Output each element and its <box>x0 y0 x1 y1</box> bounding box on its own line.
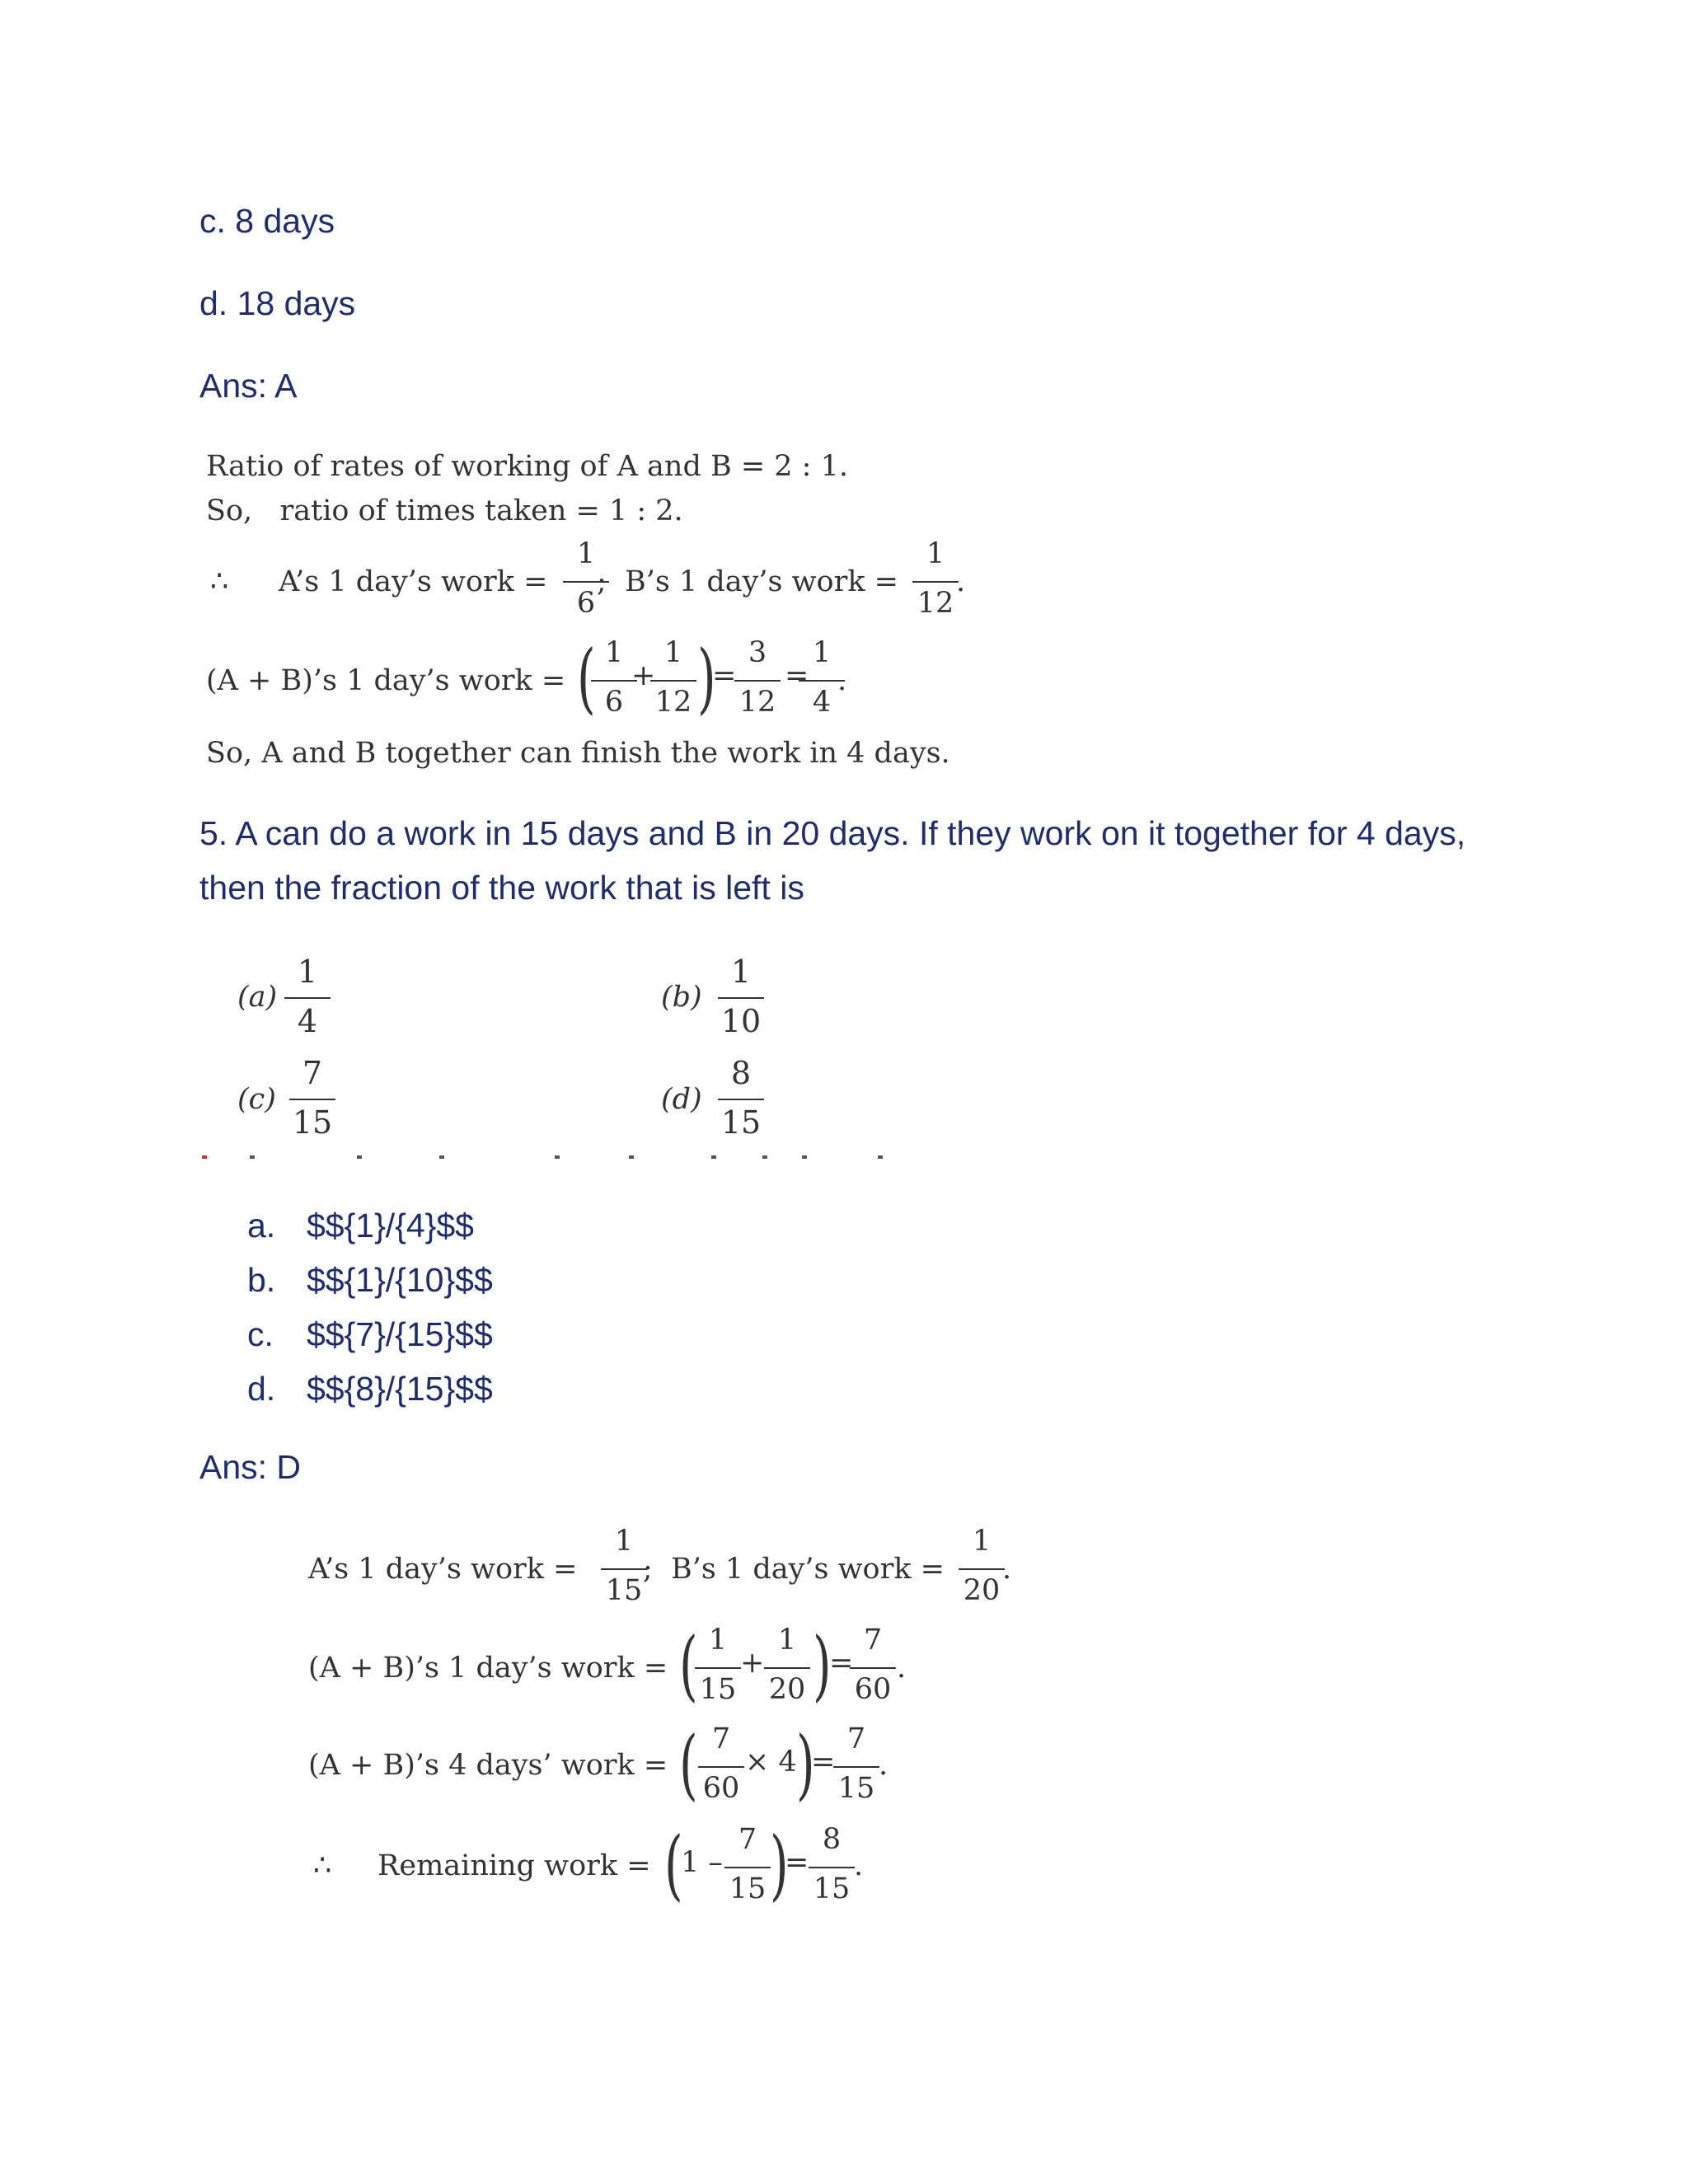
plus-sign: + <box>740 1647 765 1680</box>
period: . <box>879 1749 889 1782</box>
option-label: (d) <box>661 1083 702 1116</box>
therefore-symbol: ∴ <box>210 565 229 598</box>
fraction: 7 15 <box>828 1722 885 1815</box>
fraction: 8 15 <box>803 1823 860 1915</box>
fraction: 1 10 <box>712 954 770 1046</box>
a-work-label: A’s 1 day’s work = <box>308 1553 578 1586</box>
fraction: 7 60 <box>692 1722 750 1815</box>
cropped-text-fragments <box>202 1155 894 1164</box>
solution-line: Ratio of rates of working of A and B = 2 : 1. <box>206 450 848 483</box>
equals-sign: = <box>829 1647 854 1680</box>
times-four: × 4 <box>745 1746 797 1779</box>
equals-sign: = <box>811 1746 836 1779</box>
b-work-label: B’s 1 day’s work = <box>671 1553 945 1586</box>
list-item: d. $${8}/{15}$$ <box>247 1370 493 1408</box>
ab-work-label: (A + B)’s 1 day’s work = <box>308 1652 668 1685</box>
period: . <box>956 565 966 598</box>
left-paren: ( <box>664 1820 683 1910</box>
option-d: d. 18 days <box>199 284 356 322</box>
list-item: c. $${7}/{15}$$ <box>247 1315 493 1353</box>
fraction: 1 12 <box>645 636 702 729</box>
fraction: 1 15 <box>595 1525 653 1617</box>
period: . <box>1002 1553 1012 1586</box>
options-list <box>247 1198 493 1416</box>
separator: ; <box>597 565 607 598</box>
option-c: c. 8 days <box>199 202 335 240</box>
fraction: 1 4 <box>279 954 336 1046</box>
answer-label: Ans: D <box>199 1448 302 1486</box>
fraction: 3 12 <box>729 636 786 729</box>
b-work-label: B’s 1 day’s work = <box>625 565 899 598</box>
list-item: a. $${1}/{4}$$ <box>247 1207 474 1244</box>
fraction: 7 15 <box>719 1823 776 1915</box>
left-paren: ( <box>679 1719 698 1809</box>
separator: ; <box>643 1553 653 1586</box>
solution-line: So, ratio of times taken = 1 : 2. <box>206 494 683 527</box>
period: . <box>897 1652 907 1685</box>
fraction: 1 6 <box>557 537 615 630</box>
equals-sign: = <box>712 659 737 692</box>
answer-label: Ans: A <box>199 367 298 405</box>
equals-sign: = <box>785 659 809 692</box>
remaining-label: Remaining work = <box>377 1849 651 1882</box>
period: . <box>837 664 847 697</box>
right-paren: ) <box>796 1719 815 1809</box>
fraction: 7 15 <box>284 1055 341 1147</box>
question-5: 5. A can do a work in 15 days and B in 20 days. If they work on it together for 4 days, then the fraction of the work that is left is <box>199 814 1466 907</box>
left-paren: ( <box>577 633 596 723</box>
fraction: 1 6 <box>585 636 643 729</box>
fraction: 1 12 <box>907 537 964 630</box>
list-item: b. $${1}/{10}$$ <box>247 1261 493 1299</box>
option-label: (a) <box>237 981 278 1014</box>
option-label: (b) <box>661 981 702 1014</box>
fraction: 1 4 <box>793 636 851 729</box>
right-paren: ) <box>697 633 716 723</box>
plus-sign: + <box>631 659 656 692</box>
one-minus: 1 – <box>681 1846 723 1879</box>
fraction: 7 60 <box>844 1624 902 1716</box>
fraction: 8 15 <box>712 1055 770 1147</box>
option-label: (c) <box>237 1083 276 1116</box>
equals-sign: = <box>785 1846 809 1879</box>
period: . <box>854 1849 864 1882</box>
right-paren: ) <box>770 1820 789 1910</box>
fraction: 1 20 <box>953 1525 1010 1617</box>
solution-conclusion: So, A and B together can finish the work in 4 days. <box>206 737 950 770</box>
ab-4days-label: (A + B)’s 4 days’ work = <box>308 1749 668 1782</box>
therefore-symbol: ∴ <box>313 1849 332 1882</box>
fraction: 1 20 <box>758 1624 816 1716</box>
right-paren: ) <box>813 1620 832 1710</box>
left-paren: ( <box>679 1620 698 1710</box>
a-work-label: A’s 1 day’s work = <box>279 565 548 598</box>
ab-work-label: (A + B)’s 1 day’s work = <box>206 664 566 697</box>
fraction: 1 15 <box>689 1624 747 1716</box>
